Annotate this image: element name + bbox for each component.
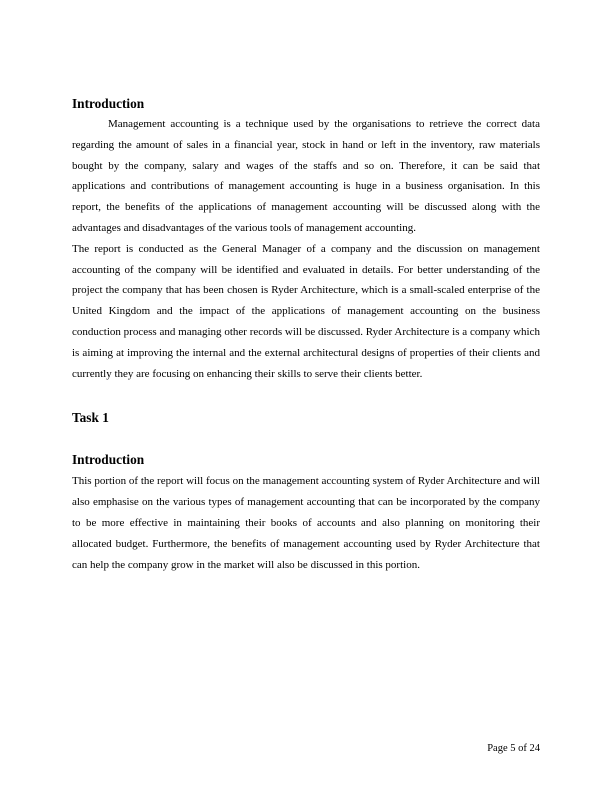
page-number: Page 5 of 24 xyxy=(487,743,540,754)
section-heading-introduction: Introduction xyxy=(72,96,145,111)
page-content xyxy=(72,96,540,575)
task-introduction-heading: Introduction xyxy=(72,452,145,468)
intro-paragraph-2: The report is conducted as the General Manager of a company and the discussion on management accounting of the company will be identified and evaluated in details. For better understanding of the project the company that has been chosen is Ryder Architecture, which is a small-scaled enterprise of the United Kingdom and the impact of the applications of management accounting on the business conduction process and managing other records will be discussed. Ryder Architecture is a company which is aiming at improving the internal and the external architectural designs of properties of their clients and currently they are focusing on enhancing their skills to serve their clients better. xyxy=(72,242,540,380)
task-introduction-paragraph: This portion of the report will focus on the management accounting system of Ryder Architecture and will also emphasise on the various types of management accounting that can be incorporated by the company to be more effective in maintaining their books of accounts and also planning on monitoring their allocated budget. Furthermore, the benefits of management accounting used by Ryder Architecture that can help the company grow in the market will also be discussed in this portion. xyxy=(72,475,540,571)
intro-paragraph-1: Management accounting is a technique used by the organisations to retrieve the correct data regarding the amount of sales in a financial year, stock in hand or left in the inventory, raw materials bought by the company, salary and wages of the staffs and so on. Therefore, it can be said that applications and contributions of management accounting is huge in a business organisation. In this report, the benefits of the applications of management accounting will be discussed along with the advantages and disadvantages of the various tools of management accounting. xyxy=(72,118,540,234)
task-heading: Task 1 xyxy=(72,410,109,426)
